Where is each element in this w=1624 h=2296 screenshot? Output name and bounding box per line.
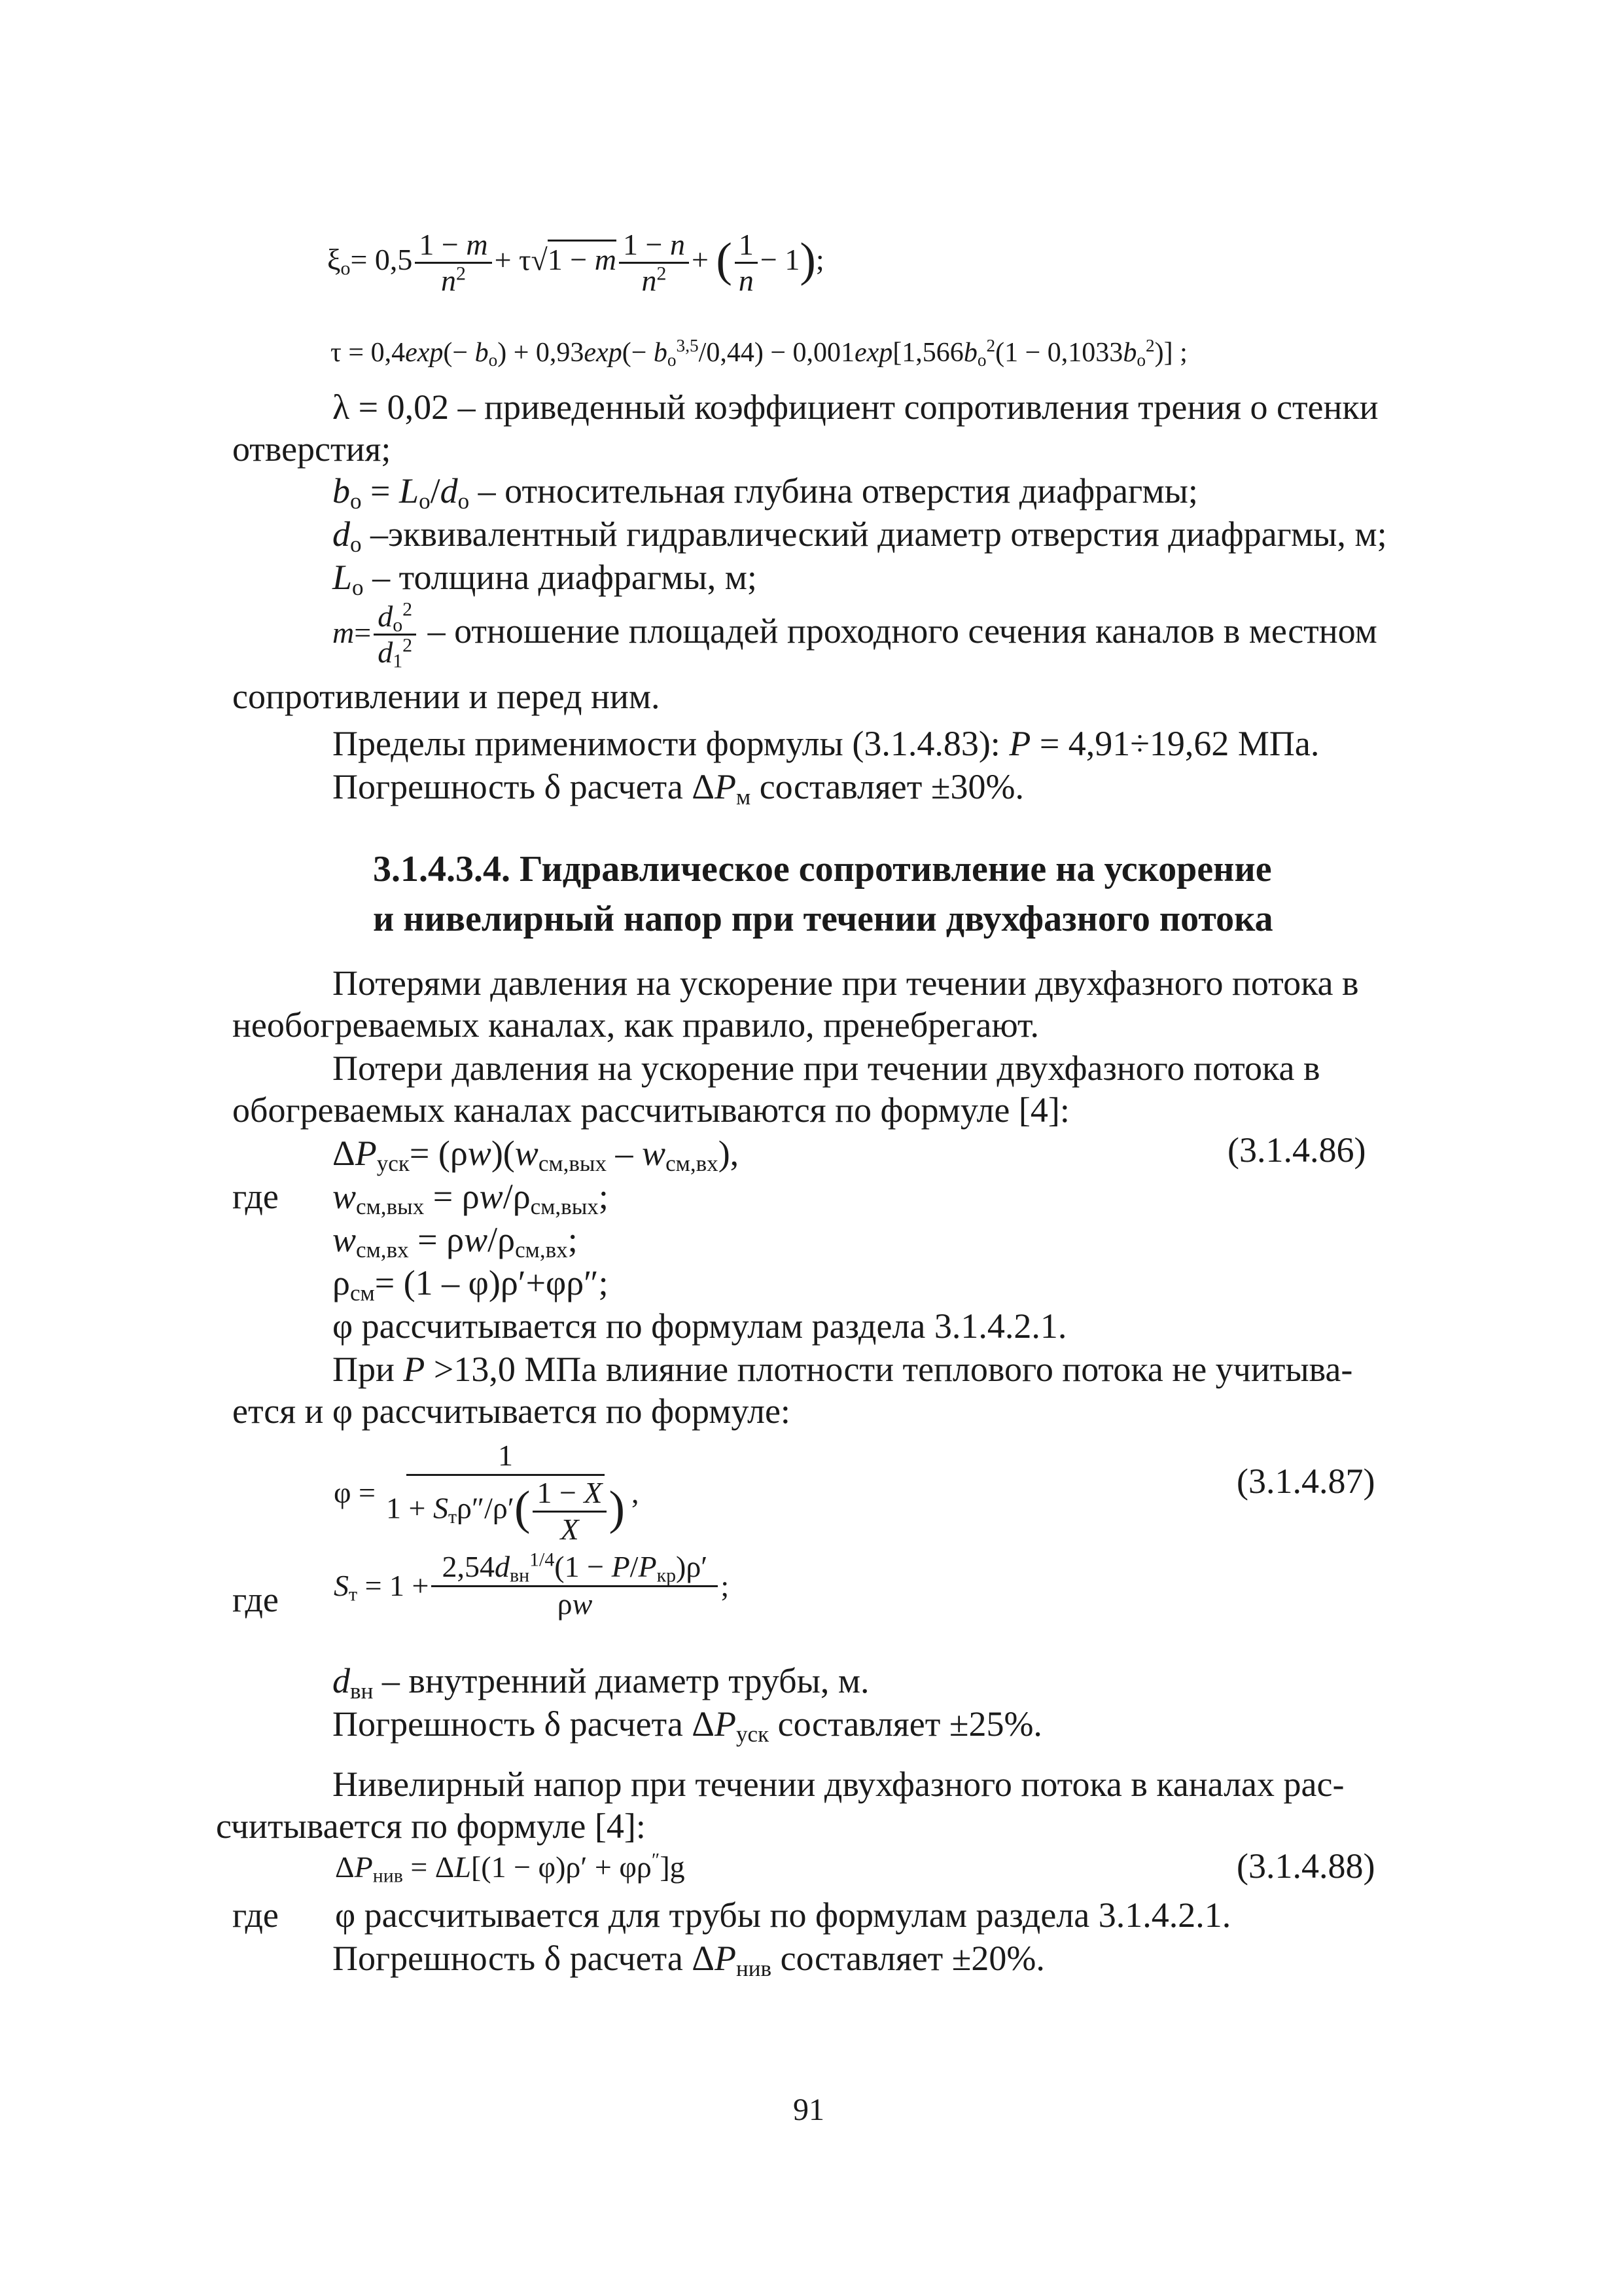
paragraph-4-line2: считывается по формуле [4]: (216, 1806, 646, 1846)
where-label-1: где (232, 1177, 279, 1216)
error-acceleration: Погрешность δ расчета $\Delta P_{уск}$ составляет ±25%. (332, 1704, 1042, 1747)
formula-dp-level: $\Delta P_{нив} = \Delta L[(1 - \varphi)\rho' + \varphi\rho'']g$ (335, 1849, 685, 1887)
m-definition-text: – отношение площадей проходного сечения каналов в местном (427, 611, 1377, 651)
equation-number-86: (3.1.4.86) (1227, 1130, 1366, 1170)
paragraph-4-line1: Нивелирный напор при течении двухфазного потока в каналах рас- (332, 1765, 1345, 1804)
formula-dp-acceleration: $\Delta P_{уск}= (\rho w)(w_{см,вых} - w_{см,вх})$, (332, 1134, 739, 1176)
formula-rho-mix: $\rho_{см}= (1 - \varphi)\rho'+\varphi\rho''$; (332, 1263, 609, 1306)
applicability-limits: Пределы применимости формулы (3.1.4.83): P = 4,91÷19,62 МПа. (332, 724, 1320, 763)
paragraph-2-line2: обогреваемых каналах рассчитываются по формуле [4]: (232, 1090, 1070, 1130)
phi-note: φ рассчитывается по формулам раздела 3.1.4.2.1. (332, 1306, 1067, 1346)
where-label-2: где (232, 1580, 279, 1619)
paragraph-1-line2: необогреваемых каналах, как правило, пренебрегают. (232, 1005, 1040, 1045)
paragraph-1-line1: Потерями давления на ускорение при течении двухфазного потока в (332, 963, 1359, 1003)
formula-w-in: $w_{см,вх} = \rho w/\rho_{см,вх}$; (332, 1220, 578, 1263)
where-label-3: где (232, 1895, 279, 1935)
formula-w-out: $w_{см,вых} = \rho w/\rho_{см,вых}$; (332, 1177, 609, 1219)
m-definition-continued: сопротивлении и перед ним. (232, 677, 660, 716)
b0-definition: $b_о = L_о/d_о$ – относительная глубина отверстия диафрагмы; (332, 471, 1198, 514)
equation-number-87: (3.1.4.87) (1237, 1462, 1375, 1501)
paragraph-3-line2: ется и φ рассчитывается по формуле: (232, 1391, 790, 1431)
paragraph-3-line1: При P >13,0 МПа влияние плотности теплового потока не учитыва- (332, 1350, 1353, 1389)
error-local-resistance: Погрешность δ расчета $\Delta P_м$ составляет ±30%. (332, 767, 1024, 810)
lambda-definition-continued: отверстия; (232, 429, 391, 469)
phi-pipe-note: φ рассчитывается для трубы по формулам раздела 3.1.4.2.1. (335, 1895, 1231, 1935)
m-definition: m= $\frac{d_о^2}{d_1^2}$ – отношение площадей проходного сечения каналов в местном (332, 598, 1377, 672)
paragraph-2-line1: Потери давления на ускорение при течении двухфазного потока в (332, 1049, 1320, 1088)
dvn-definition: $d_{вн}$ – внутренний диаметр трубы, м. (332, 1661, 870, 1704)
equation-number-88: (3.1.4.88) (1237, 1846, 1375, 1886)
formula-phi: φ = 1 $1 + S_т\rho''/\rho'$( $\frac{1 - X}{X}$ ) , (334, 1439, 639, 1546)
formula-tau: $\tau = 0,4\exp(- b_о) + 0,93\exp(- b_о^{3,5}/0,44) - 0,001\exp[1,566b_о^2(1 - 0,1033b_о^2)]$ ; (330, 336, 1188, 370)
l0-definition: $L_о$ – толщина диафрагмы, м; (332, 558, 757, 600)
page-number: 91 (793, 2092, 824, 2127)
formula-s-t: $S_т = 1$ + $\frac{2,54d_{вн}^{1/4}(1 - P/P_{кр})\rho'}{\rho w}$ ; (334, 1549, 730, 1621)
formula-xi: $\xi_о= 0,5$ $\frac{1 - m}{n^2}$ + τ√1 − m $\frac{1 - n}{n^2}$ + ( $\frac{1}{n}$ − 1); (327, 228, 824, 298)
d0-definition: $d_о$ –эквивалентный гидравлический диаметр отверстия диафрагмы, м; (332, 514, 1387, 557)
section-heading-line1: 3.1.4.3.4. Гидравлическое сопротивление на ускорение (373, 849, 1272, 889)
section-heading-line2: и нивелирный напор при течении двухфазного потока (373, 899, 1273, 939)
error-level: Погрешность δ расчета $\Delta P_{нив}$ составляет ±20%. (332, 1939, 1045, 1981)
lambda-definition: λ = 0,02 – приведенный коэффициент сопротивления трения о стенки (332, 387, 1379, 427)
